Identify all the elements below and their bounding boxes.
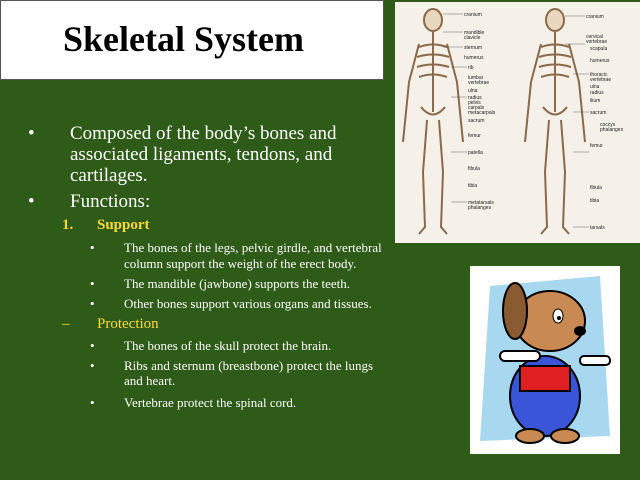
svg-text:coccyx: coccyx [600, 122, 616, 128]
svg-text:vertebrae: vertebrae [468, 80, 490, 86]
sub-bullet-text: column support the weight of the erect body. [124, 256, 357, 271]
sub-bullet-marker: • [90, 240, 95, 255]
svg-text:phalanges: phalanges [468, 205, 492, 211]
sub-bullet-marker: • [90, 338, 95, 353]
svg-text:thoracic: thoracic [590, 72, 608, 78]
svg-text:tibia: tibia [590, 198, 600, 204]
sub-bullet-text: The mandible (jawbone) supports the teeth. [124, 276, 350, 291]
function-marker: – [62, 316, 70, 332]
svg-text:sacrum: sacrum [590, 110, 607, 116]
svg-text:rib: rib [468, 65, 474, 71]
svg-text:pelvis: pelvis [468, 100, 481, 106]
svg-text:vertebrae: vertebrae [590, 77, 612, 83]
svg-text:tarsals: tarsals [590, 225, 605, 231]
svg-text:patella: patella [468, 150, 483, 156]
svg-text:humerus: humerus [590, 58, 610, 64]
sub-bullet-marker: • [90, 395, 95, 410]
svg-text:scapula: scapula [590, 46, 608, 52]
svg-text:sacrum: sacrum [468, 118, 485, 124]
svg-text:cranium: cranium [464, 12, 482, 18]
bullet-text: associated ligaments, tendons, and [70, 144, 333, 165]
svg-text:radius: radius [590, 90, 604, 96]
slide-title: Skeletal System [63, 19, 304, 59]
sub-bullet-text: The bones of the skull protect the brain. [124, 338, 332, 353]
bullet-text: Functions: [70, 191, 151, 212]
function-label: Support [97, 217, 150, 233]
svg-text:femur: femur [590, 143, 603, 149]
svg-text:ilium: ilium [590, 98, 601, 104]
svg-text:femur: femur [468, 133, 481, 139]
sub-bullet-text: The bones of the legs, pelvic girdle, and vertebral [124, 240, 382, 255]
svg-text:sternum: sternum [464, 45, 483, 51]
svg-text:tibia: tibia [468, 183, 478, 189]
sub-bullet-text: Ribs and sternum (breastbone) protect the lungs [124, 358, 374, 373]
function-marker: 1. [62, 217, 74, 233]
svg-text:fibula: fibula [590, 185, 602, 191]
svg-text:ulna: ulna [468, 88, 478, 94]
bullet-marker: • [28, 123, 35, 144]
bullet-text: Composed of the body’s bones and [70, 123, 337, 144]
svg-text:phalanges: phalanges [600, 127, 624, 133]
svg-text:metatarsals: metatarsals [468, 200, 494, 206]
svg-text:fibula: fibula [468, 166, 480, 172]
sub-bullet-text: Vertebrae protect the spinal cord. [124, 395, 297, 410]
svg-text:lumbar: lumbar [468, 75, 484, 81]
svg-text:radius: radius [468, 95, 482, 101]
svg-text:clavicle: clavicle [464, 35, 481, 41]
svg-text:ulna: ulna [590, 84, 600, 90]
sub-bullet-text: and heart. [124, 373, 176, 388]
svg-text:metacarpals: metacarpals [468, 110, 496, 116]
svg-text:vertebrae: vertebrae [586, 39, 608, 45]
sub-bullet-marker: • [90, 296, 95, 311]
sub-bullet-marker: • [90, 358, 95, 373]
svg-text:carpals: carpals [468, 105, 485, 111]
bullet-text: cartilages. [70, 165, 148, 186]
svg-text:cranium: cranium [586, 14, 604, 20]
bullet-marker: • [28, 191, 35, 212]
sub-bullet-text: Other bones support various organs and tissues. [124, 296, 372, 311]
svg-text:humerus: humerus [464, 55, 484, 61]
sub-bullet-marker: • [90, 276, 95, 291]
svg-text:cervical: cervical [586, 34, 603, 40]
svg-text:mandible: mandible [464, 30, 485, 36]
function-label: Protection [97, 316, 159, 332]
